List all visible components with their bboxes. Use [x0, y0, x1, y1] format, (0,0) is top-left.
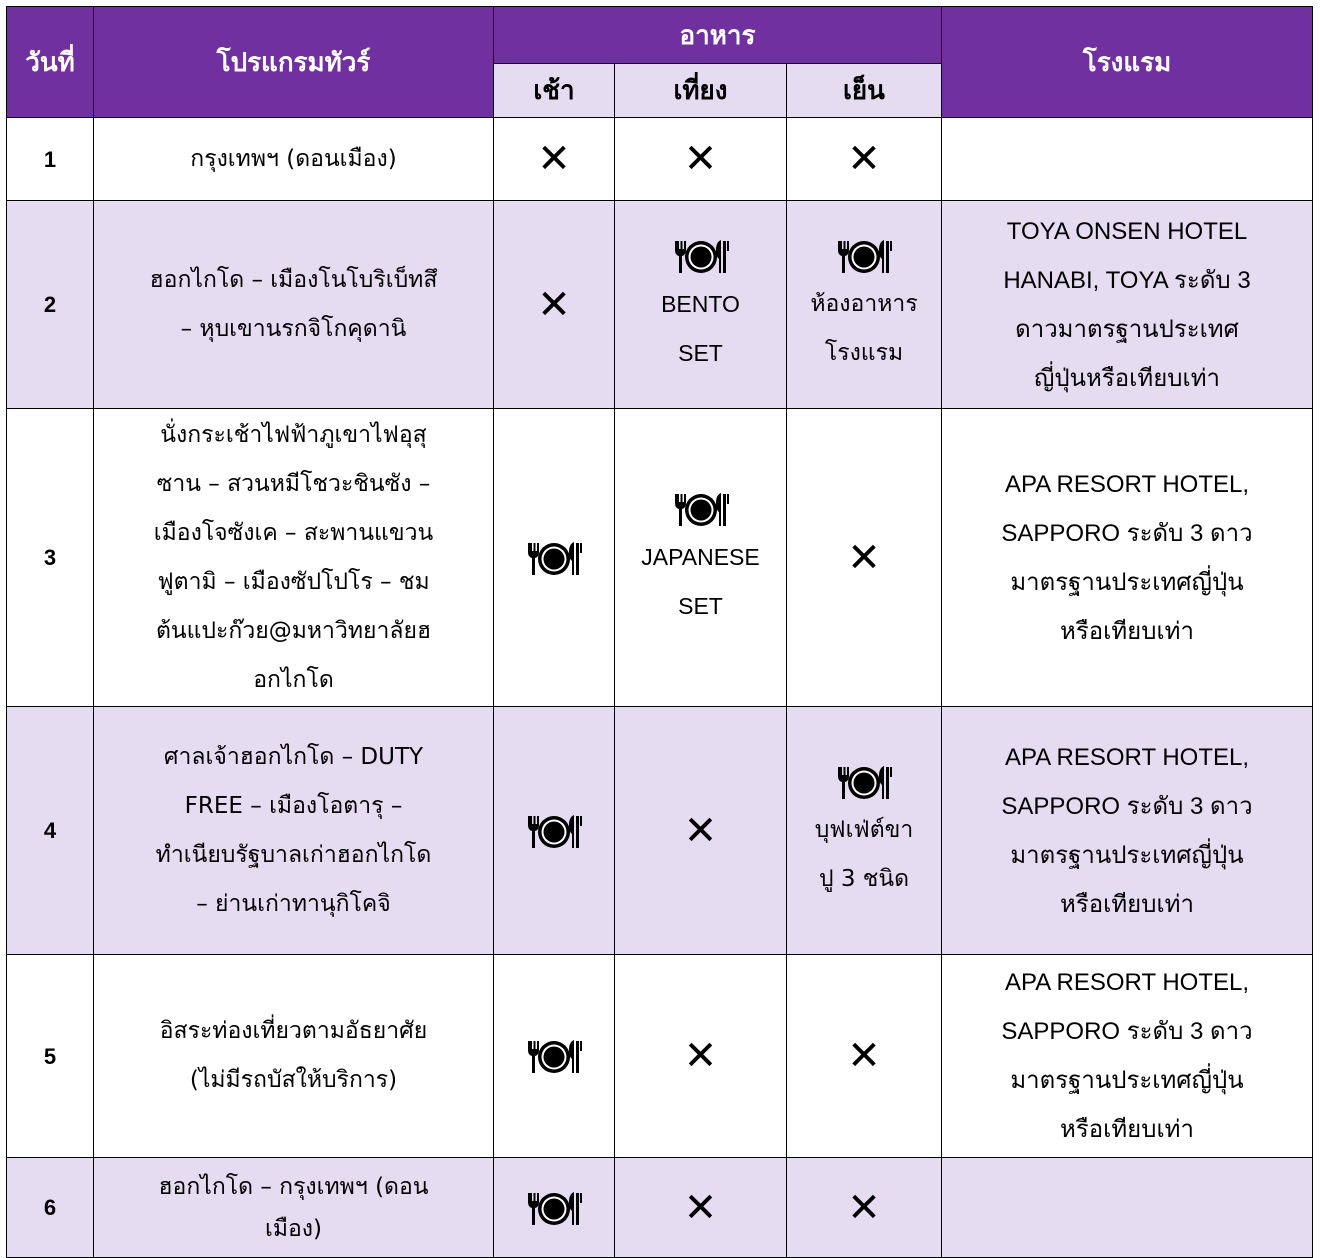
lunch-cell	[615, 118, 787, 201]
hotel-line: หรือเทียบเท่า	[1060, 1116, 1194, 1143]
program-line: เมือง)	[264, 1215, 323, 1242]
no-meal-icon: ✕	[683, 136, 718, 182]
program-cell	[94, 409, 494, 707]
hotel-cell	[942, 1158, 1313, 1258]
lunch-cell	[615, 1158, 787, 1258]
hotel-line: SAPPORO ระดับ 3 ดาว	[1001, 519, 1253, 547]
program-line: ฮอกไกโด – เมืองโนโบริเบ็ทสึ	[149, 266, 438, 293]
meal-label: ปู 3 ชนิด	[818, 865, 910, 892]
header-dinner: เย็น	[787, 64, 942, 118]
dining-icon	[672, 493, 730, 527]
program-line: ซาน – สวนหมีโชวะชินซัง –	[156, 470, 431, 497]
hotel-line: HANABI, TOYA ระดับ 3	[1003, 266, 1251, 294]
dining-icon	[525, 1040, 583, 1074]
dinner-cell	[787, 1158, 942, 1258]
meal-label: SET	[678, 339, 723, 366]
program-cell	[94, 1158, 494, 1258]
no-meal-icon: ✕	[537, 281, 571, 328]
no-meal-icon: ✕	[683, 1184, 718, 1231]
hotel-line: หรือเทียบเท่า	[1060, 617, 1194, 645]
program-line: ฮอกไกโด – กรุงเทพฯ (ดอน	[158, 1173, 429, 1200]
program-line: ศาลเจ้าฮอกไกโด – DUTY	[163, 743, 424, 770]
dinner-cell	[787, 707, 942, 955]
day-number: 2	[7, 201, 94, 409]
hotel-cell	[942, 118, 1313, 201]
table-row	[7, 1158, 1313, 1258]
program-line: ต้นแปะก๊วย@มหาวิทยาลัยฮ	[155, 617, 432, 644]
program-line: ทำเนียบรัฐบาลเก่าฮอกไกโด	[155, 841, 432, 868]
breakfast-cell	[494, 118, 615, 201]
itinerary-table	[6, 6, 1313, 1258]
meal-label: BENTO	[661, 290, 740, 317]
program-line: อิสระท่องเที่ยวตามอัธยาศัย	[159, 1018, 428, 1044]
no-meal-icon: ✕	[847, 1033, 881, 1079]
no-meal-icon: ✕	[683, 807, 718, 854]
hotel-cell	[942, 201, 1313, 409]
lunch-cell	[615, 409, 787, 707]
meal-label: ห้องอาหาร	[810, 290, 918, 317]
header-program: โปรแกรมทัวร์	[94, 7, 494, 118]
day-number: 6	[7, 1158, 94, 1258]
dining-icon	[525, 1192, 583, 1226]
header-breakfast: เช้า	[494, 64, 615, 118]
hotel-line: SAPPORO ระดับ 3 ดาว	[1001, 1018, 1253, 1045]
program-line: FREE – เมืองโอตารุ –	[184, 792, 403, 819]
hotel-line: APA RESORT HOTEL,	[1004, 743, 1250, 771]
lunch-cell	[615, 201, 787, 409]
lunch-cell	[615, 707, 787, 955]
dining-icon	[835, 240, 893, 274]
dining-icon	[525, 815, 583, 849]
hotel-line: ดาวมาตรฐานประเทศ	[1015, 315, 1239, 343]
breakfast-cell	[494, 1158, 615, 1258]
table-row	[7, 201, 1313, 409]
program-cell	[94, 955, 494, 1158]
program-line: ฟูตามิ – เมืองซัปโปโร – ชม	[157, 568, 430, 595]
program-line: อกไกโด	[253, 666, 334, 693]
dinner-cell	[787, 201, 942, 409]
hotel-cell	[942, 707, 1313, 955]
day-number: 4	[7, 707, 94, 955]
program-cell	[94, 707, 494, 955]
hotel-line: หรือเทียบเท่า	[1060, 890, 1194, 918]
no-meal-icon: ✕	[847, 534, 881, 581]
breakfast-cell	[494, 201, 615, 409]
hotel-cell	[942, 955, 1313, 1158]
breakfast-cell	[494, 955, 615, 1158]
meal-label: SET	[678, 592, 723, 619]
table-row	[7, 707, 1313, 955]
no-meal-icon: ✕	[537, 136, 571, 182]
hotel-line: TOYA ONSEN HOTEL	[1006, 217, 1248, 245]
dining-icon	[835, 766, 893, 800]
dinner-cell	[787, 118, 942, 201]
meal-label: JAPANESE	[641, 543, 760, 570]
no-meal-icon: ✕	[847, 136, 881, 182]
hotel-cell	[942, 409, 1313, 707]
meal-label: บุฟเฟ่ต์ขา	[814, 816, 914, 843]
program-line: – หุบเขานรกจิโกคุดานิ	[180, 315, 407, 342]
day-number: 1	[7, 118, 94, 201]
hotel-line: มาตรฐานประเทศญี่ปุ่น	[1010, 1067, 1244, 1094]
hotel-line: SAPPORO ระดับ 3 ดาว	[1001, 792, 1253, 820]
header-lunch: เที่ยง	[615, 64, 787, 118]
lunch-cell	[615, 955, 787, 1158]
breakfast-cell	[494, 409, 615, 707]
no-meal-icon: ✕	[847, 1184, 881, 1231]
dinner-cell	[787, 409, 942, 707]
program-line: (ไม่มีรถบัสให้บริการ)	[189, 1067, 398, 1093]
program-line: – ย่านเก่าทานุกิโคจิ	[196, 890, 391, 917]
header-hotel: โรงแรม	[942, 7, 1313, 118]
hotel-line: มาตรฐานประเทศญี่ปุ่น	[1010, 568, 1244, 596]
day-number: 5	[7, 955, 94, 1158]
table-row	[7, 955, 1313, 1158]
no-meal-icon: ✕	[683, 1033, 718, 1079]
header-meals: อาหาร	[494, 7, 942, 64]
breakfast-cell	[494, 707, 615, 955]
program-cell	[94, 118, 494, 201]
header-day: วันที่	[7, 7, 94, 118]
program-line: กรุงเทพฯ (ดอนเมือง)	[190, 145, 397, 172]
hotel-line: APA RESORT HOTEL,	[1004, 969, 1250, 996]
dinner-cell	[787, 955, 942, 1158]
meal-label: โรงแรม	[824, 339, 904, 366]
hotel-line: ญี่ปุ่นหรือเทียบเท่า	[1033, 364, 1221, 392]
program-line: นั่งกระเช้าไฟฟ้าภูเขาไฟอุสุ	[160, 421, 427, 448]
hotel-line: APA RESORT HOTEL,	[1004, 470, 1250, 498]
program-line: เมืองโจซังเค – สะพานแขวน	[153, 519, 434, 546]
program-cell	[94, 201, 494, 409]
hotel-line: มาตรฐานประเทศญี่ปุ่น	[1010, 841, 1244, 869]
dining-icon	[525, 542, 583, 576]
day-number: 3	[7, 409, 94, 707]
dining-icon	[672, 240, 730, 274]
table-row	[7, 118, 1313, 201]
table-row	[7, 409, 1313, 707]
